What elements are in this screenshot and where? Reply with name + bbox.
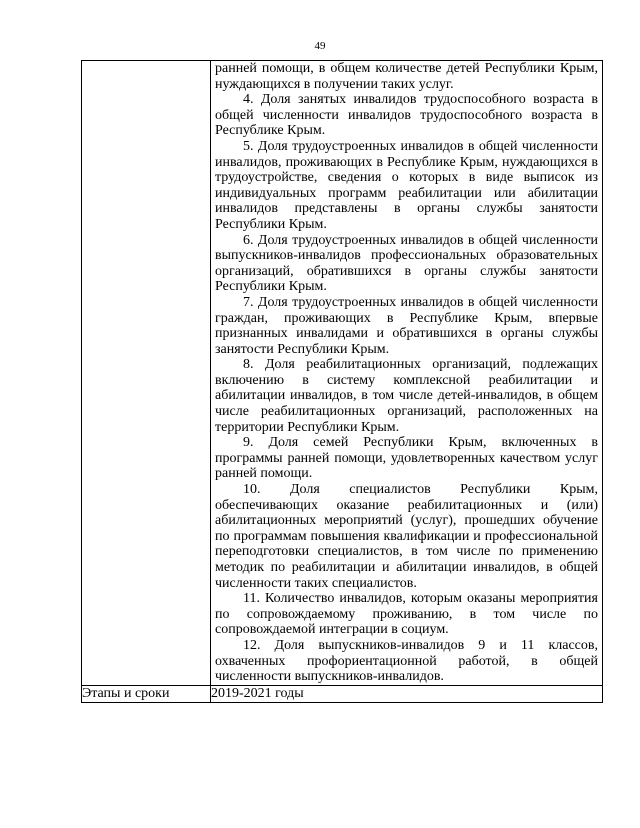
stages-label: Этапы и сроки (82, 685, 211, 702)
indicator-item: 12. Доля выпускников-инвалидов 9 и 11 классов, охваченных профориентационной работой, в общей численности выпускников-инвалидов. (215, 637, 598, 685)
indicator-item: 11. Количество инвалидов, которым оказаны мероприятия по сопровождаемому проживанию, в том числе по сопровождаемой интеграции в социум. (215, 591, 598, 638)
stages-row (82, 685, 603, 702)
indicators-row (82, 61, 603, 686)
indicator-item: 7. Доля трудоустроенных инвалидов в общей численности граждан, проживающих в Республике Крым, впервые признанных инвалидами и обратившихся в органы службы занятости Республики Крым. (215, 294, 598, 357)
page-number: 49 (314, 40, 326, 52)
indicator-item: 9. Доля семей Республики Крым, включенных в программы ранней помощи, удовлетворенных качеством услуг ранней помощи. (215, 435, 598, 482)
stages-value: 2019-2021 годы (211, 685, 603, 702)
indicator-item: 8. Доля реабилитационных организаций, подлежащих включению в систему комплексной реабилитации и абилитации инвалидов, в том числе детей-инвалидов, в общем числе реабилитационных организаций, расположенных на территории Республики Крым. (215, 357, 598, 435)
indicators-label-cell (82, 61, 211, 686)
indicator-item: 10. Доля специалистов Республики Крым, обеспечивающих оказание реабилитационных и (или) абилитационных мероприятий (услуг), прошедших обучение по программам повышения квалификации и профессиональной переподготовки специалистов, в том числе по применению методик по реабилитации и абилитации инвалидов, в общей численности таких специалистов. (215, 482, 598, 591)
indicator-item: 6. Доля трудоустроенных инвалидов в общей численности выпускников-инвалидов профессиональных образовательных организаций, обратившихся в органы службы занятости Республики Крым. (215, 232, 598, 295)
program-table (81, 60, 603, 703)
indicators-list-cell (211, 61, 603, 686)
indicator-item: 5. Доля трудоустроенных инвалидов в общей численности инвалидов, проживающих в Республике Крым, нуждающихся в трудоустройстве, сведения о которых в виде выписок из индивидуальных программ реабилитации или абилитации инвалидов представлены в органы службы занятости Республики Крым. (215, 138, 598, 232)
indicator-item: ранней помощи, в общем количестве детей Республики Крым, нуждающихся в получении таких услуг. (215, 61, 598, 92)
indicator-item: 4. Доля занятых инвалидов трудоспособного возраста в общей численности инвалидов трудоспособного возраста в Республике Крым. (215, 92, 598, 139)
